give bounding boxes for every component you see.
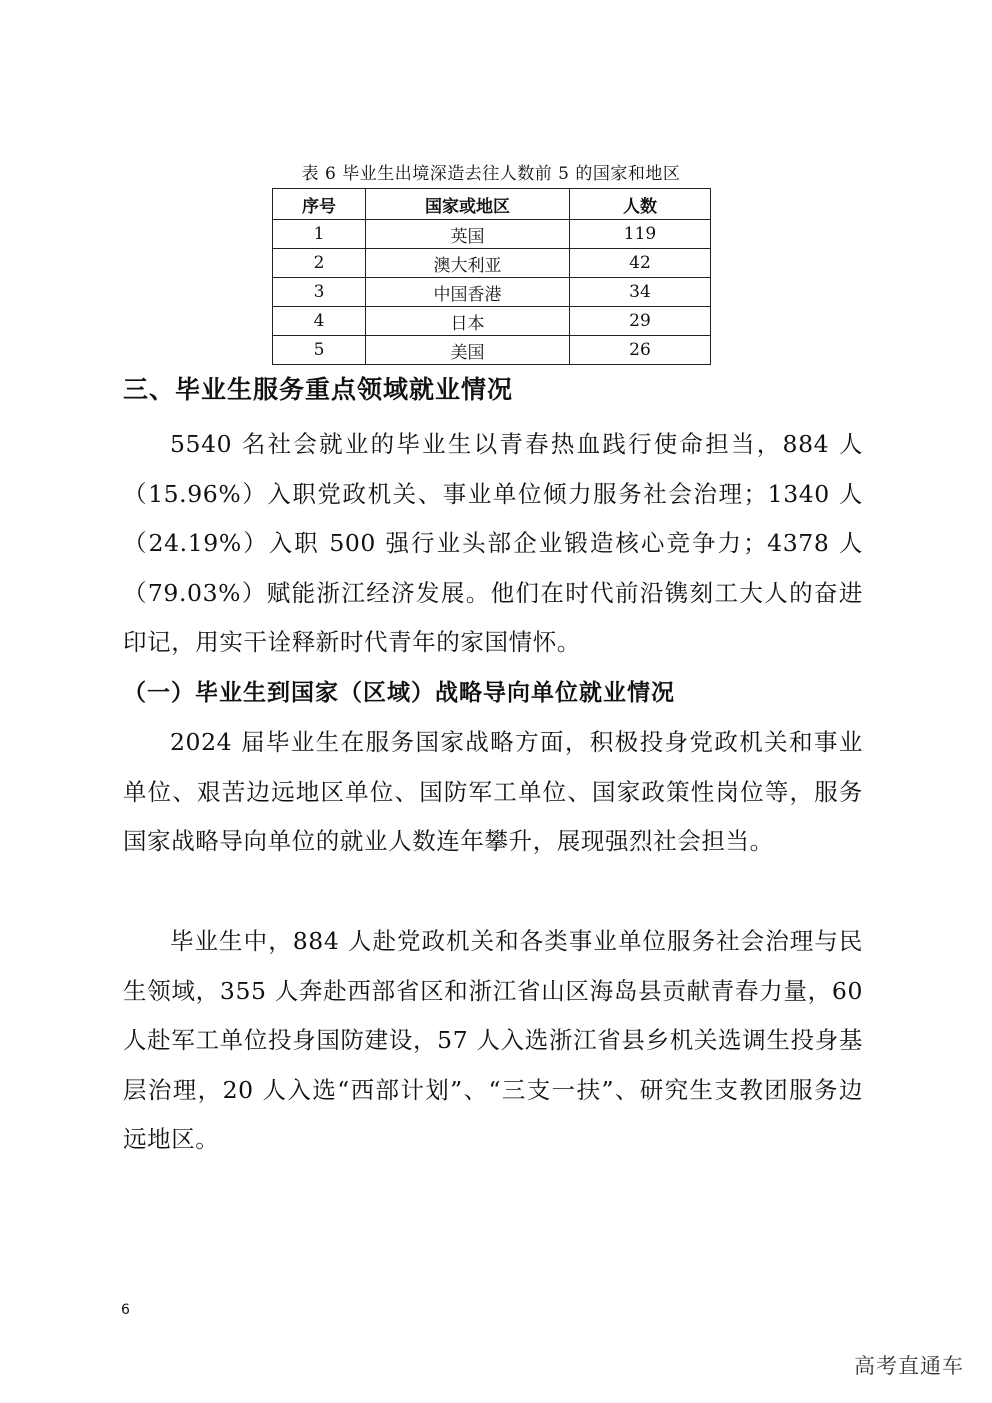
cell-count: 34: [570, 278, 711, 307]
table-row: [273, 249, 711, 278]
cell-count: 26: [570, 336, 711, 365]
cell-index: 4: [273, 307, 366, 336]
table-row: [273, 278, 711, 307]
table-row: [273, 220, 711, 249]
cell-region: 中国香港: [366, 278, 570, 307]
cell-region: 澳大利亚: [366, 249, 570, 278]
table-caption: 表 6 毕业生出境深造去往人数前 5 的国家和地区: [301, 164, 681, 184]
cell-count: 42: [570, 249, 711, 278]
table-row: [273, 307, 711, 336]
cell-region: 英国: [366, 220, 570, 249]
cell-index: 5: [273, 336, 366, 365]
section-heading: 三、毕业生服务重点领域就业情况: [123, 375, 514, 404]
cell-region: 日本: [366, 307, 570, 336]
header-count: 人数: [570, 189, 711, 220]
page-number: 6: [121, 1302, 130, 1318]
subsection-paragraph-2: 毕业生中，884 人赴党政机关和各类事业单位服务社会治理与民生领域，355 人奔赴西部省区和浙江省山区海岛县贡献青春力量，60 人赴军工单位投身国防建设，57 人入选浙江省县乡机关选调生投身基层治理，20 人入选“西部计划”、“三支一扶”、研究生支教团服务边远地区。: [123, 927, 863, 1153]
cell-index: 1: [273, 220, 366, 249]
header-region: 国家或地区: [366, 189, 570, 220]
section-paragraph: 5540 名社会就业的毕业生以青春热血践行使命担当，884 人（15.96%）入职党政机关、事业单位倾力服务社会治理；1340 人（24.19%）入职 500 强行业头部企业锻造核心竞争力；4378 人（79.03%）赋能浙江经济发展。他们在时代前沿镌刻工大人的奋进印记，用实干诠释新时代青年的家国情怀。: [123, 430, 863, 656]
cell-count: 29: [570, 307, 711, 336]
table-header-row: [273, 189, 711, 220]
subsection-paragraph-1: 2024 届毕业生在服务国家战略方面，积极投身党政机关和事业单位、艰苦边远地区单位、国防军工单位、国家政策性岗位等，服务国家战略导向单位的就业人数连年攀升，展现强烈社会担当。: [123, 728, 863, 855]
cell-count: 119: [570, 220, 711, 249]
watermark-text: 高考直通车: [854, 1354, 964, 1378]
table-row: [273, 336, 711, 365]
cell-index: 2: [273, 249, 366, 278]
header-index: 序号: [273, 189, 366, 220]
cell-index: 3: [273, 278, 366, 307]
cell-region: 美国: [366, 336, 570, 365]
destination-table: [272, 188, 711, 365]
subsection-heading: （一）毕业生到国家（区域）战略导向单位就业情况: [123, 680, 675, 706]
